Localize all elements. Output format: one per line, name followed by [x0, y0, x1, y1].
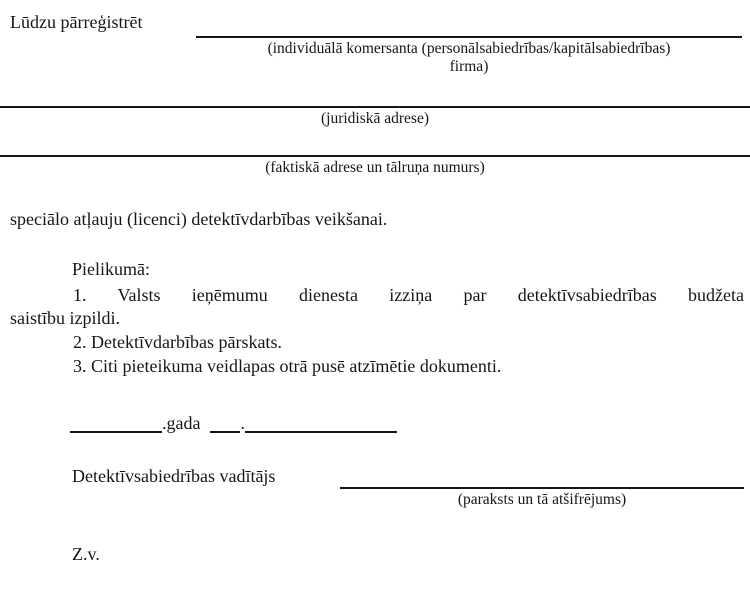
date-day-field[interactable]	[210, 419, 240, 433]
attachment-item-2: 2. Detektīvdarbības pārskats.	[73, 332, 282, 352]
attachment-item-1-line2: saistību izpildi.	[10, 308, 120, 328]
signature-label: Detektīvsabiedrības vadītājs	[72, 466, 276, 486]
request-label: Lūdzu pārreģistrēt	[10, 12, 143, 32]
firm-field-caption-line2: firma)	[449, 58, 489, 75]
date-year-field[interactable]	[70, 419, 162, 433]
seal-label: Z.v.	[72, 544, 100, 564]
attachment-item-3: 3. Citi pieteikuma veidlapas otrā pusē atzīmētie dokumenti.	[73, 356, 502, 376]
actual-address-caption: (faktiskā adrese un tālruņa numurs)	[265, 159, 485, 176]
legal-address-caption: (juridiskā adrese)	[320, 110, 430, 127]
date-separator: .	[240, 413, 245, 433]
firm-field-caption	[196, 40, 742, 76]
date-row	[70, 413, 397, 434]
signature-field[interactable]	[340, 487, 744, 489]
actual-address-field[interactable]	[0, 155, 750, 157]
purpose-line: speciālo atļauju (licenci) detektīvdarbības veikšanai.	[10, 209, 388, 229]
legal-address-field[interactable]	[0, 106, 750, 108]
signature-caption: (paraksts un tā atšifrējums)	[457, 491, 627, 508]
date-gada-label: .gada	[162, 413, 201, 433]
attachments-heading: Pielikumā:	[72, 259, 150, 279]
firm-field-caption-line1: (individuālā komersanta (personālsabiedrības/kapitālsabiedrības)	[267, 40, 671, 57]
date-month-field[interactable]	[245, 419, 397, 433]
firm-name-field[interactable]	[196, 36, 742, 38]
attachment-item-1-line1: 1. Valsts ieņēmumu dienesta izziņa par detektīvsabiedrības budžeta	[73, 285, 744, 305]
